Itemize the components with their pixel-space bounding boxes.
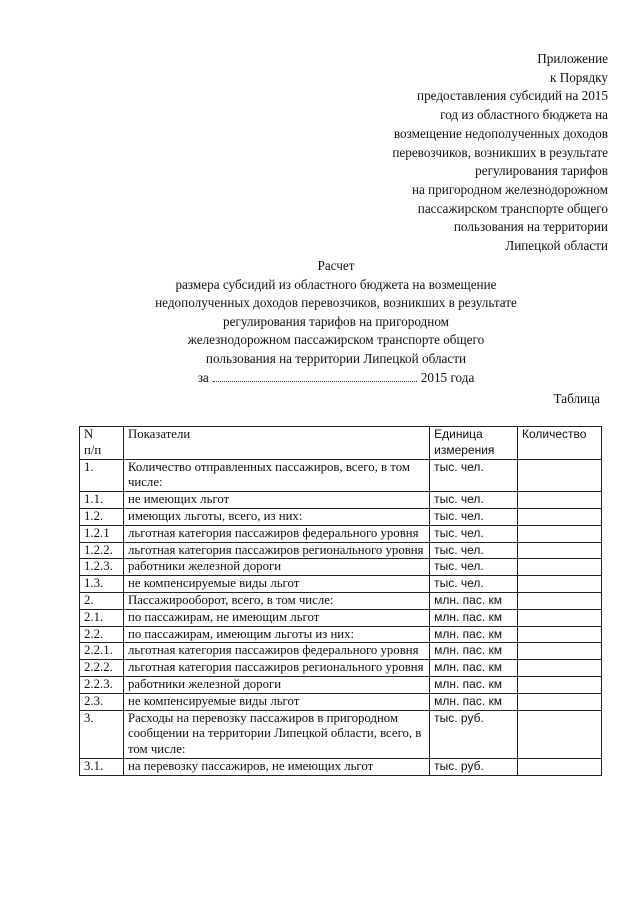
appendix-block <box>308 50 608 256</box>
row-unit: млн. пас. км <box>430 592 518 609</box>
table-row <box>80 758 602 775</box>
table-row <box>80 676 602 693</box>
row-unit: тыс. чел. <box>430 459 518 492</box>
row-qty[interactable] <box>518 710 602 758</box>
row-name: работники железной дороги <box>123 559 429 576</box>
title-line: пользования на территории Липецкой области <box>205 350 467 366</box>
row-num: 2.1. <box>80 609 124 626</box>
row-name: льготная категория пассажиров федерального уровня <box>123 643 429 660</box>
row-num: 2.2.2. <box>80 660 124 677</box>
row-num: 3.1. <box>80 758 124 775</box>
header-qty: Количество <box>518 427 602 460</box>
period-prefix: за <box>197 369 209 385</box>
row-unit: тыс. чел. <box>430 576 518 593</box>
row-qty[interactable] <box>518 492 602 509</box>
row-unit: тыс. руб. <box>430 758 518 775</box>
row-num: 2.2.1. <box>80 643 124 660</box>
row-unit: млн. пас. км <box>430 643 518 660</box>
row-num: 1.2.2. <box>80 542 124 559</box>
table-row <box>80 609 602 626</box>
row-qty[interactable] <box>518 609 602 626</box>
header-unit: Единица измерения <box>430 427 518 460</box>
table-label: Таблица <box>553 391 600 406</box>
appendix-line: возмещение недополученных доходов <box>393 125 608 141</box>
appendix-line: Приложение <box>537 51 608 66</box>
row-unit: млн. пас. км <box>430 609 518 626</box>
table-row <box>80 559 602 576</box>
row-unit: млн. пас. км <box>430 693 518 710</box>
row-num: 2.3. <box>80 693 124 710</box>
row-name: не компенсируемые виды льгот <box>123 693 429 710</box>
table-row <box>80 542 602 559</box>
title-line: недополученных доходов перевозчиков, возникших в результате <box>155 295 517 311</box>
row-name: Пассажирооборот, всего, в том числе: <box>123 592 429 609</box>
appendix-line: регулирования тарифов <box>475 163 608 179</box>
row-unit: млн. пас. км <box>430 676 518 693</box>
table-row <box>80 643 602 660</box>
row-name: льготная категория пассажиров регионального уровня <box>123 542 429 559</box>
row-name: на перевозку пассажиров, не имеющих льгот <box>123 758 429 775</box>
table-row <box>80 592 602 609</box>
row-unit: тыс. руб. <box>430 710 518 758</box>
row-num: 2.2. <box>80 626 124 643</box>
row-name: не имеющих льгот <box>123 492 429 509</box>
row-num: 1.3. <box>80 576 124 593</box>
row-num: 1.1. <box>80 492 124 509</box>
header-num: N п/п <box>80 427 124 460</box>
appendix-line: предоставления субсидий на 2015 <box>417 88 608 104</box>
title-line: железнодорожном пассажирском транспорте общего <box>187 332 485 348</box>
table-row <box>80 626 602 643</box>
table-body <box>80 459 602 775</box>
row-num: 2. <box>80 592 124 609</box>
row-unit: млн. пас. км <box>430 626 518 643</box>
row-qty[interactable] <box>518 643 602 660</box>
row-name: Расходы на перевозку пассажиров в пригородном сообщении на территории Липецкой области, всего, в том числе: <box>123 710 429 758</box>
row-unit: млн. пас. км <box>430 660 518 677</box>
table-row <box>80 693 602 710</box>
row-num: 2.2.3. <box>80 676 124 693</box>
row-unit: тыс. чел. <box>430 508 518 525</box>
row-qty[interactable] <box>518 676 602 693</box>
table-row <box>80 576 602 593</box>
appendix-line: пассажирском транспорте общего <box>417 200 608 216</box>
appendix-line: на пригородном железнодорожном <box>411 181 608 197</box>
table-row <box>80 492 602 509</box>
row-num: 3. <box>80 710 124 758</box>
row-qty[interactable] <box>518 626 602 643</box>
table-row <box>80 508 602 525</box>
row-name: работники железной дороги <box>123 676 429 693</box>
table-row <box>80 710 602 758</box>
row-name: льготная категория пассажиров регионального уровня <box>123 660 429 677</box>
title-line: размера субсидий из областного бюджета на возмещение <box>175 276 497 292</box>
appendix-line: перевозчиков, возникших в результате <box>392 144 608 160</box>
row-name: Количество отправленных пассажиров, всего, в том числе: <box>123 459 429 492</box>
period-line <box>0 369 640 388</box>
row-num: 1.2.1 <box>80 525 124 542</box>
document-title <box>0 257 640 387</box>
row-num: 1. <box>80 459 124 492</box>
period-suffix: 2015 года <box>420 369 475 385</box>
table-row <box>80 525 602 542</box>
row-qty[interactable] <box>518 542 602 559</box>
row-num: 1.2.3. <box>80 559 124 576</box>
table-header-row <box>80 427 602 460</box>
row-qty[interactable] <box>518 559 602 576</box>
row-qty[interactable] <box>518 576 602 593</box>
row-qty[interactable] <box>518 525 602 542</box>
row-name: по пассажирам, имеющим льготы из них: <box>123 626 429 643</box>
calculation-table <box>79 426 602 776</box>
row-unit: тыс. чел. <box>430 492 518 509</box>
row-unit: тыс. чел. <box>430 559 518 576</box>
row-unit: тыс. чел. <box>430 542 518 559</box>
row-qty[interactable] <box>518 660 602 677</box>
appendix-line: год из областного бюджета на <box>440 107 608 123</box>
appendix-line: пользования на территории <box>453 219 608 235</box>
period-blank-field <box>213 371 417 382</box>
row-unit: тыс. чел. <box>430 525 518 542</box>
row-qty[interactable] <box>518 693 602 710</box>
appendix-line: к Порядку <box>549 69 608 85</box>
row-qty[interactable] <box>518 459 602 492</box>
title-heading: Расчет <box>317 258 355 273</box>
row-qty[interactable] <box>518 758 602 775</box>
title-line: регулирования тарифов на пригородном <box>222 313 450 329</box>
header-name: Показатели <box>123 427 429 460</box>
table-row <box>80 459 602 492</box>
row-qty[interactable] <box>518 592 602 609</box>
row-num: 1.2. <box>80 508 124 525</box>
row-name: имеющих льготы, всего, из них: <box>123 508 429 525</box>
row-name: не компенсируемые виды льгот <box>123 576 429 593</box>
row-name: по пассажирам, не имеющим льгот <box>123 609 429 626</box>
appendix-line: Липецкой области <box>505 238 608 254</box>
table-row <box>80 660 602 677</box>
row-name: льготная категория пассажиров федерального уровня <box>123 525 429 542</box>
row-qty[interactable] <box>518 508 602 525</box>
